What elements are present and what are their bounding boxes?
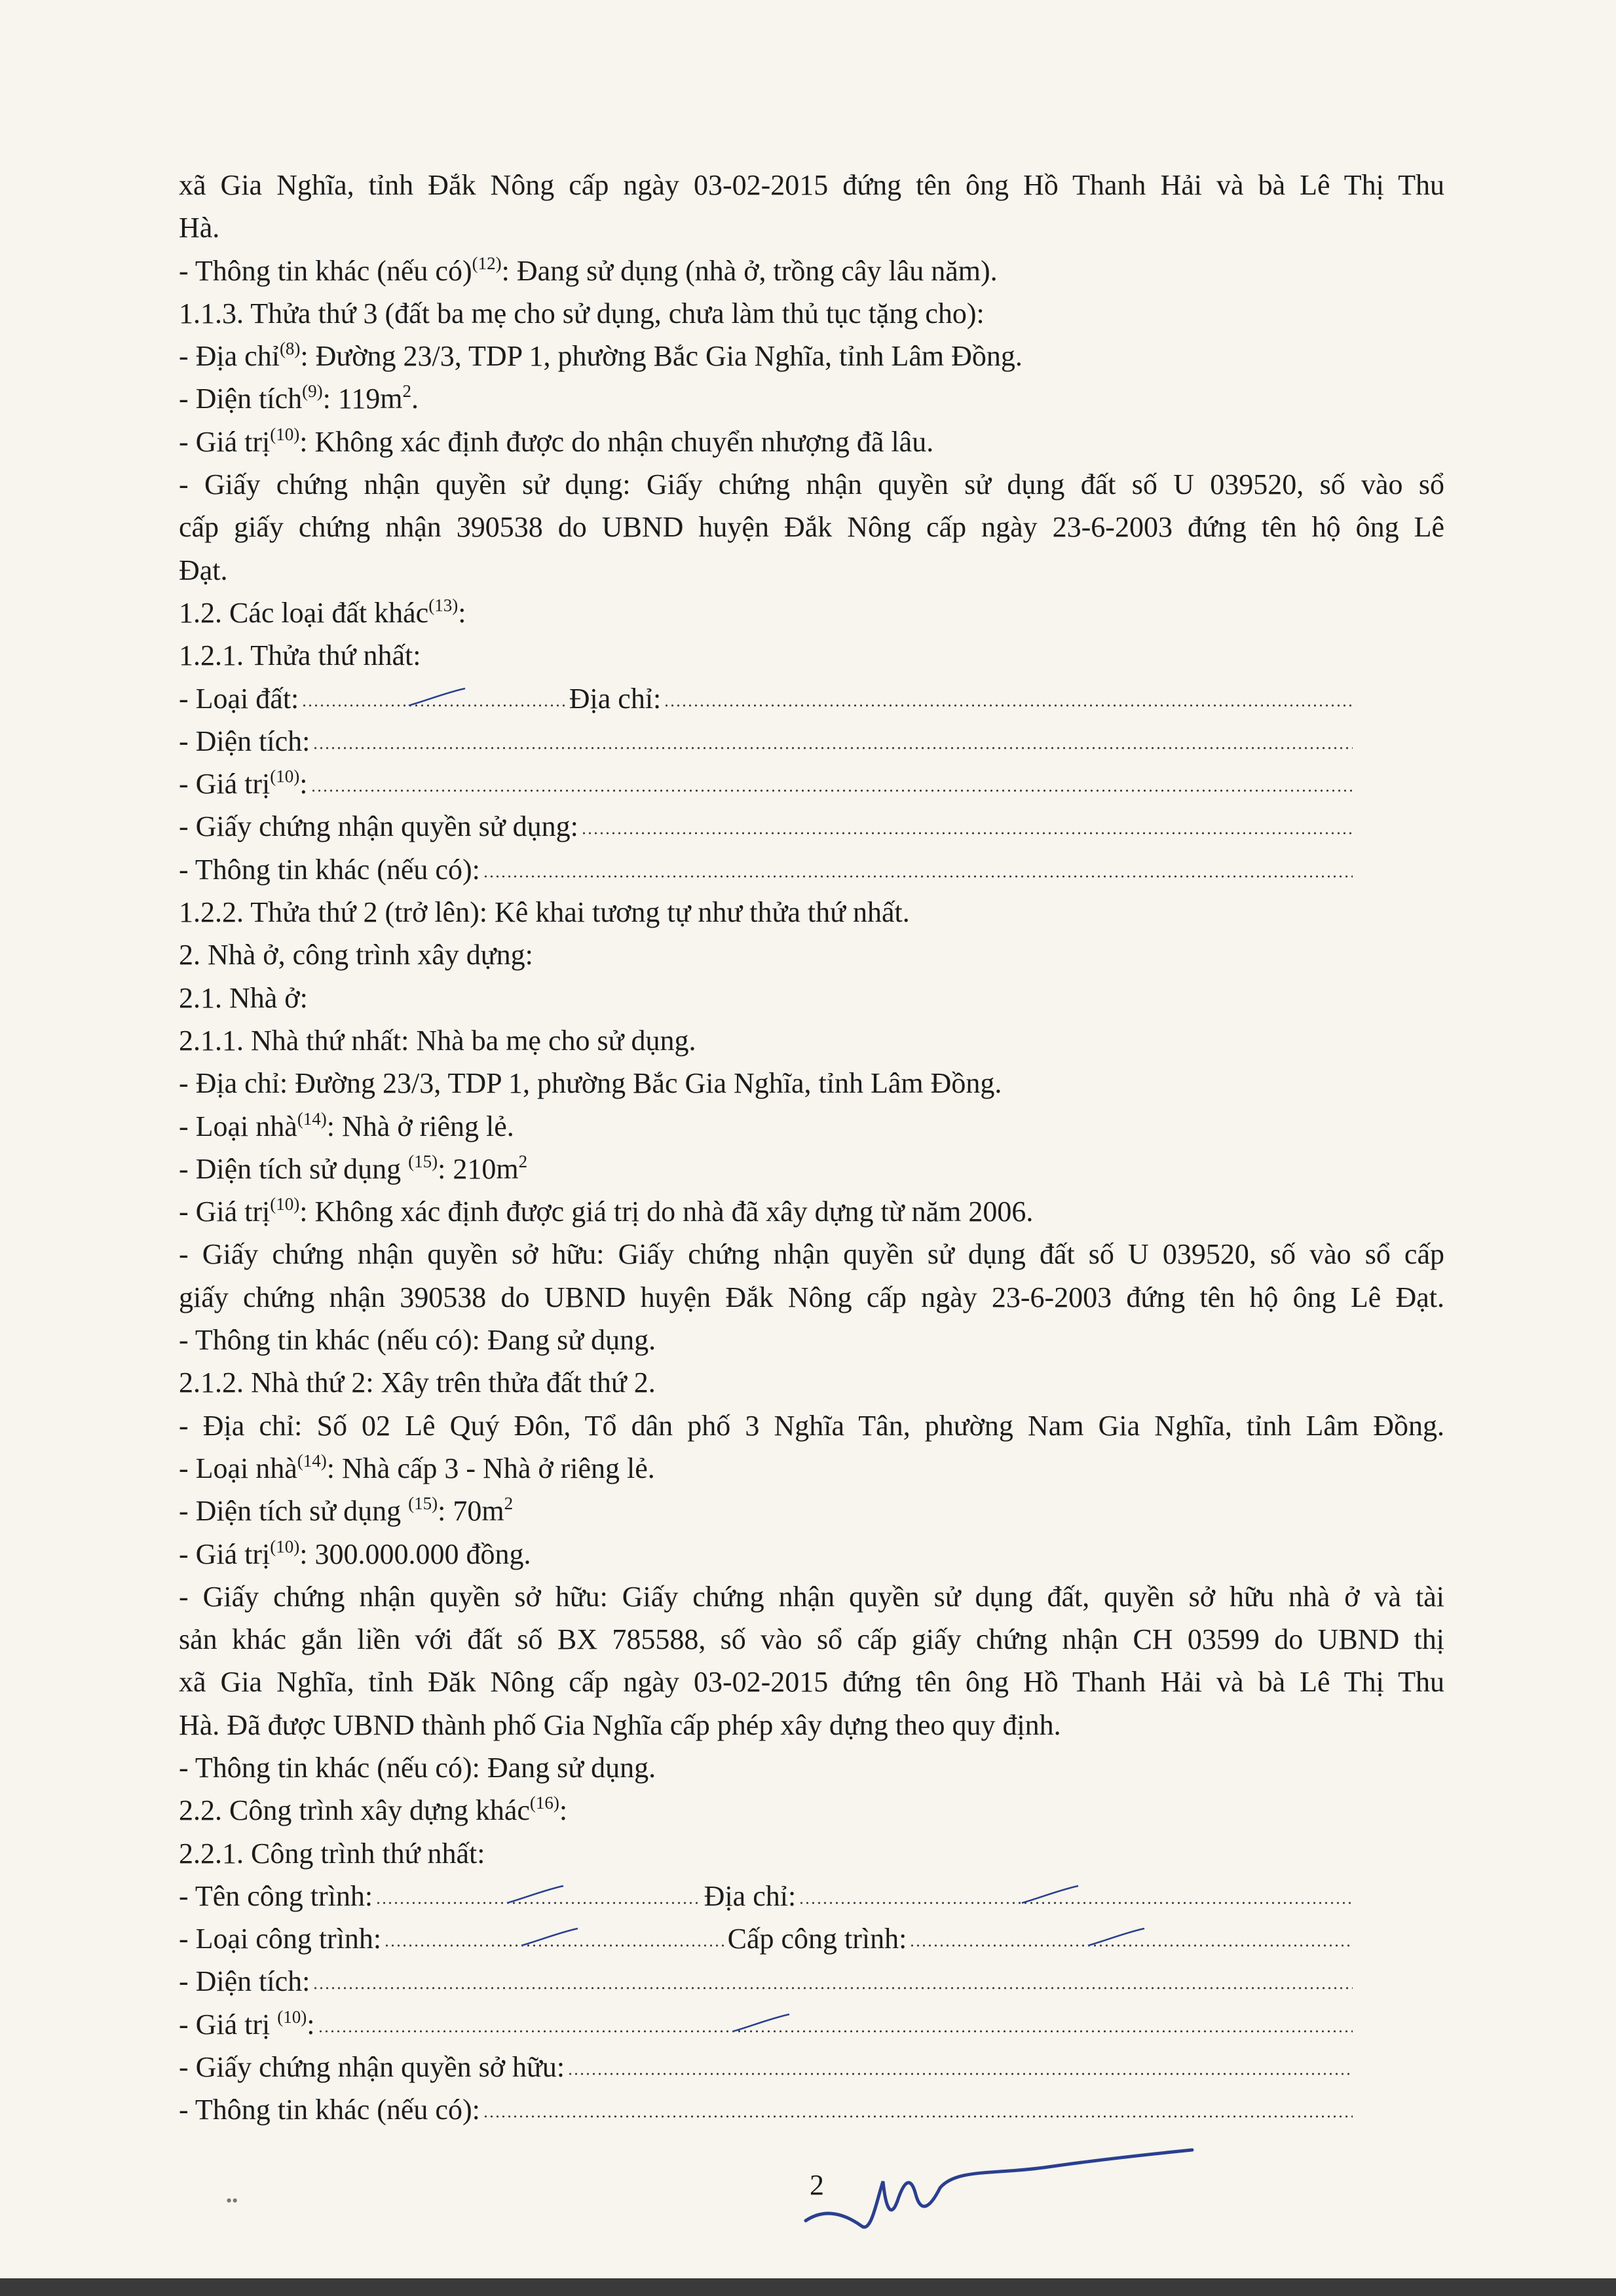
scan-mark: •• xyxy=(226,2191,238,2210)
text-line xyxy=(179,634,1444,677)
scan-edge xyxy=(0,2278,1616,2296)
text-segment: - Địa chỉ xyxy=(179,340,280,373)
text-segment: - Diện tích: xyxy=(179,725,310,757)
text-segment: - Loại nhà xyxy=(179,1452,297,1484)
dotted-blank xyxy=(312,747,1353,749)
text-segment: - Thông tin khác (nếu có): Đang sử dụng. xyxy=(179,1324,656,1357)
strike-mark xyxy=(506,1885,565,1904)
text-line xyxy=(179,1960,1355,2003)
text-line xyxy=(179,206,1444,249)
strike-mark xyxy=(1021,1885,1080,1904)
strike-mark xyxy=(732,2013,791,2033)
text-segment: : Nhà ở riêng lẻ. xyxy=(326,1110,514,1142)
text-segment: - Địa chỉ: Số 02 Lê Quý Đôn, Tổ dân phố 3 Nghĩa Tân, phường Nam Gia Nghĩa, tỉnh Lâm Đồng. xyxy=(179,1409,1444,1442)
text-line: - Diện tích $^{(9)}$ : 119m $^2$ . xyxy=(179,377,1444,420)
text-line: 1.2. Các loại đất khác $^{(13)}$ : xyxy=(179,592,1444,634)
signature xyxy=(799,2142,1205,2247)
text-segment: - Tên công trình: xyxy=(179,1879,373,1912)
text-segment: : xyxy=(299,768,308,800)
dotted-blank xyxy=(799,1902,1353,1904)
text-segment: - Diện tích sử dụng xyxy=(179,1495,409,1528)
dotted-blank xyxy=(483,875,1353,878)
text-line xyxy=(179,1575,1444,1618)
text-segment: - Diện tích: xyxy=(179,1965,310,1998)
text-segment: : 210m xyxy=(438,1152,519,1185)
text-segment: Hà. xyxy=(179,212,220,244)
text-line xyxy=(179,292,1444,335)
text-line xyxy=(179,1404,1444,1447)
text-segment: 1.1.3. Thửa thứ 3 (đất ba mẹ cho sử dụng, chưa làm thủ tục tặng cho): xyxy=(179,297,985,329)
text-segment: Hà. Đã được UBND thành phố Gia Nghĩa cấp phép xây dựng theo quy định. xyxy=(179,1708,1061,1741)
text-segment: : Đường 23/3, TDP 1, phường Bắc Gia Nghĩa, tỉnh Lâm Đồng. xyxy=(300,340,1023,373)
text-segment: : Nhà cấp 3 - Nhà ở riêng lẻ. xyxy=(326,1452,655,1484)
text-line xyxy=(179,164,1444,206)
text-segment: 1.2.2. Thửa thứ 2 (trở lên): Kê khai tương tự như thửa thứ nhất. xyxy=(179,896,910,929)
text-segment: - Giá trị xyxy=(179,1195,271,1228)
text-segment: - Thông tin khác (nếu có): Đang sử dụng. xyxy=(179,1751,656,1784)
text-segment: - Giá trị xyxy=(179,768,271,800)
text-line xyxy=(179,977,1444,1019)
text-segment: : Không xác định được do nhận chuyển nhượng đã lâu. xyxy=(299,425,934,458)
text-segment: : 70m xyxy=(438,1495,504,1528)
text-segment: - Thông tin khác (nếu có): xyxy=(179,2094,480,2126)
text-segment: . xyxy=(411,383,419,415)
text-segment: : Đang sử dụng (nhà ở, trồng cây lâu năm). xyxy=(501,254,998,287)
text-line: - Thông tin khác (nếu có) $^{(12)}$ : Đang sử dụng (nhà ở, trồng cây lâu năm). xyxy=(179,250,1444,292)
text-line: - Loại nhà $^{(14)}$ : Nhà cấp 3 - Nhà ở riêng lẻ. xyxy=(179,1447,1444,1490)
text-line xyxy=(179,1019,1444,1062)
text-segment: 2.1.1. Nhà thứ nhất: Nhà ba mẹ cho sử dụng. xyxy=(179,1024,696,1057)
text-segment: - Địa chỉ: Đường 23/3, TDP 1, phường Bắc Gia Nghĩa, tỉnh Lâm Đồng. xyxy=(179,1067,1002,1100)
text-line xyxy=(179,2046,1355,2088)
text-segment: - Loại đất: xyxy=(179,682,299,715)
text-line xyxy=(179,1276,1444,1319)
dotted-blank xyxy=(310,789,1353,792)
text-segment: - Thông tin khác (nếu có) xyxy=(179,254,472,287)
text-segment: - Loại nhà xyxy=(179,1110,297,1142)
text-segment: Địa chỉ: xyxy=(704,1879,797,1912)
text-segment: - Giá trị xyxy=(179,425,271,458)
text-line xyxy=(179,1875,1355,1917)
text-segment: : xyxy=(458,596,466,629)
text-segment: 2. Nhà ở, công trình xây dựng: xyxy=(179,939,533,971)
text-segment: sản khác gắn liền với đất số BX 785588, số vào sổ cấp giấy chứng nhận CH 03599 do UBND thị xyxy=(179,1623,1444,1656)
dotted-blank xyxy=(909,1944,1353,1947)
dotted-blank xyxy=(567,2073,1353,2075)
text-segment: - Giấy chứng nhận quyền sở hữu: xyxy=(179,2051,565,2084)
text-segment: 2.1.2. Nhà thứ 2: Xây trên thửa đất thứ 2. xyxy=(179,1366,656,1399)
dotted-blank xyxy=(301,704,567,707)
text-line xyxy=(179,506,1444,548)
text-segment: - Giấy chứng nhận quyền sử dụng: xyxy=(179,810,578,843)
strike-mark xyxy=(407,687,466,707)
text-line xyxy=(179,1832,1444,1875)
document-body xyxy=(179,164,1444,2132)
text-line xyxy=(179,1661,1444,1703)
text-segment: - Thông tin khác (nếu có): xyxy=(179,853,480,886)
text-line: 2.2. Công trình xây dựng khác $^{(16)}$ : xyxy=(179,1789,1444,1832)
text-line: - Địa chỉ $^{(8)}$ : Đường 23/3, TDP 1, phường Bắc Gia Nghĩa, tỉnh Lâm Đồng. xyxy=(179,335,1444,377)
text-line: - Giá trị $^{(10)}$ : Không xác định được do nhận chuyển nhượng đã lâu. xyxy=(179,421,1444,463)
text-line xyxy=(179,891,1444,933)
dotted-blank xyxy=(312,1987,1353,1989)
text-line xyxy=(179,2088,1355,2131)
text-line: - Diện tích sử dụng $^{(15)}$ : 70m $^2$ xyxy=(179,1490,1444,1532)
text-line xyxy=(179,1361,1444,1404)
text-segment: - Loại công trình: xyxy=(179,1923,382,1955)
dotted-blank xyxy=(375,1902,702,1904)
text-line: - Giá trị $^{(10)}$ : xyxy=(179,762,1355,805)
text-segment: 2.2.1. Công trình thứ nhất: xyxy=(179,1837,485,1870)
text-line xyxy=(179,1618,1444,1661)
text-segment: - Giấy chứng nhận quyền sở hữu: Giấy chứng nhận quyền sử dụng đất, quyền sở hữu nhà ở và tài xyxy=(179,1580,1444,1613)
text-line xyxy=(179,1319,1444,1361)
text-segment: Đạt. xyxy=(179,554,228,586)
text-segment: 1.2. Các loại đất khác xyxy=(179,596,429,629)
text-segment: : Không xác định được giá trị do nhà đã xây dựng từ năm 2006. xyxy=(299,1195,1034,1228)
text-segment: - Giấy chứng nhận quyền sở hữu: Giấy chứng nhận quyền sử dụng đất số U 039520, số vào sổ cấp xyxy=(179,1238,1444,1271)
text-line xyxy=(179,848,1355,891)
text-line xyxy=(179,720,1355,762)
text-line xyxy=(179,463,1444,506)
text-segment: - Giá trị xyxy=(179,2008,278,2041)
dotted-blank xyxy=(318,2030,1353,2033)
text-line: - Giá trị $^{(10)}$ : 300.000.000 đồng. xyxy=(179,1533,1444,1575)
text-segment: - Giấy chứng nhận quyền sử dụng: Giấy chứng nhận quyền sử dụng đất số U 039520, số vào sổ xyxy=(179,468,1444,501)
text-segment: : 300.000.000 đồng. xyxy=(299,1537,531,1570)
text-segment: Cấp công trình: xyxy=(727,1923,907,1955)
dotted-blank xyxy=(384,1944,724,1947)
dotted-blank xyxy=(581,832,1353,835)
text-segment: cấp giấy chứng nhận 390538 do UBND huyện Đắk Nông cấp ngày 23-6-2003 đứng tên hộ ông Lê xyxy=(179,511,1444,544)
text-segment: 2.2. Công trình xây dựng khác xyxy=(179,1794,530,1827)
text-segment: : xyxy=(307,2008,315,2041)
text-line xyxy=(179,1704,1444,1746)
strike-mark xyxy=(520,1927,579,1947)
text-line: - Giá trị $^{(10)}$ : Không xác định được giá trị do nhà đã xây dựng từ năm 2006. xyxy=(179,1190,1444,1233)
dotted-blank xyxy=(664,704,1353,707)
text-line xyxy=(179,677,1355,720)
text-segment: xã Gia Nghĩa, tỉnh Đắk Nông cấp ngày 03-02-2015 đứng tên ông Hồ Thanh Hải và bà Lê Thị Thu xyxy=(179,169,1444,201)
text-line xyxy=(179,805,1355,848)
text-line xyxy=(179,1233,1444,1275)
text-segment: xã Gia Nghĩa, tỉnh Đăk Nông cấp ngày 03-02-2015 đứng tên ông Hồ Thanh Hải và bà Lê Thị Thu xyxy=(179,1666,1444,1699)
text-line: - Diện tích sử dụng $^{(15)}$ : 210m $^2$ xyxy=(179,1148,1444,1190)
page-number: 2 xyxy=(810,2169,824,2201)
text-segment: 1.2.1. Thửa thứ nhất: xyxy=(179,639,421,672)
text-segment: Địa chỉ: xyxy=(569,682,662,715)
text-line xyxy=(179,1062,1444,1104)
text-line xyxy=(179,549,1444,592)
text-segment: - Diện tích sử dụng xyxy=(179,1152,409,1185)
text-segment: giấy chứng nhận 390538 do UBND huyện Đắk Nông cấp ngày 23-6-2003 đứng tên hộ ông Lê Đạt. xyxy=(179,1281,1444,1313)
text-line xyxy=(179,1917,1355,1960)
text-line xyxy=(179,1746,1444,1789)
strike-mark xyxy=(1087,1927,1146,1947)
text-line: - Giá trị $^{(10)}$ : xyxy=(179,2003,1355,2046)
text-line xyxy=(179,933,1444,976)
text-segment: : xyxy=(559,1794,568,1827)
text-segment: - Diện tích xyxy=(179,383,303,415)
text-segment: : 119m xyxy=(322,383,403,415)
text-segment: - Giá trị xyxy=(179,1537,271,1570)
dotted-blank xyxy=(483,2115,1353,2118)
text-segment: 2.1. Nhà ở: xyxy=(179,981,308,1014)
text-line: - Loại nhà $^{(14)}$ : Nhà ở riêng lẻ. xyxy=(179,1105,1444,1148)
